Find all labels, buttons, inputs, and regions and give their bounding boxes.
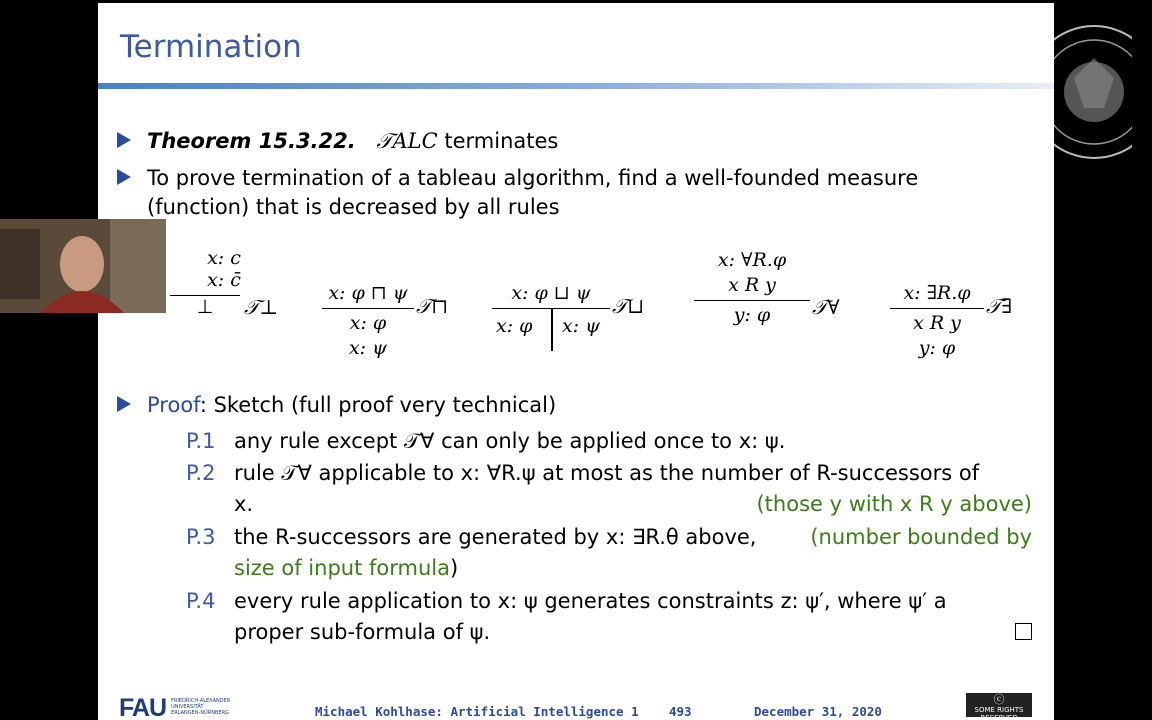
rule-premise: x: c̄ [207,269,241,291]
rule-name: 𝒯∃ [986,294,1013,318]
slide [98,3,1054,720]
rule-conclusion: x R y [913,312,961,334]
rule-premise: x: ∃R.φ [903,282,971,304]
qed-box-icon [1015,623,1032,640]
step-number: P.2 [186,461,216,485]
step-text-cont: proper sub-formula of ψ. [234,620,491,644]
rule-premise: x: φ ⊔ ψ [511,282,591,304]
step-number: P.1 [186,429,216,453]
theorem-label: Theorem 15.3.22. [147,129,356,153]
step-note: (number bounded by [810,525,1032,549]
step-number: P.3 [186,525,216,549]
fau-logo-text: FAU [119,694,166,720]
presenter-figure-icon [0,219,166,313]
rule-premise: x: c [207,247,241,269]
step-note-cont: size of input formula [234,556,450,580]
rule-name: 𝒯⊓ [416,294,449,318]
rule-conclusion: ⊥ [196,296,214,318]
proof-step-1 [186,426,1036,457]
rule-conclusion: x: ψ [348,337,388,359]
rule-premise: x: φ ⊓ ψ [328,282,408,304]
webcam-video [0,219,166,313]
proof-label: Proof [147,393,200,417]
fau-logo-subtext: FRIEDRICH-ALEXANDER UNIVERSITÄT ERLANGEN-NÜRNBERG [171,698,231,716]
university-seal-icon [1054,18,1132,166]
rule-conclusion: y: φ [918,337,956,359]
theorem-rest: terminates [444,129,559,153]
prove-line-1: To prove termination of a tableau algorithm, find a well-founded measure [147,166,919,190]
proof-rest: : Sketch (full proof very technical) [199,393,557,417]
rule-line [322,308,414,309]
branch-divider [551,309,553,351]
proof-step-4 [186,586,1036,648]
rule-conclusion: x: φ [349,312,387,334]
rule-line [890,308,984,309]
rule-premise: x: ∀R.φ [717,249,787,271]
rule-conclusion-left: x: φ [496,315,533,337]
footer-date: December 31, 2020 [754,704,882,719]
rule-line [694,300,810,301]
rule-or [492,282,645,349]
step-text: every rule application to x: ψ generates constraints z: ψ′, where ψ′ a [234,589,947,613]
rule-forall [694,249,844,326]
proof-step-2 [186,458,1036,520]
rule-exists [890,282,1030,359]
step-close-paren: ) [449,556,459,580]
rule-name: 𝒯⊔ [612,294,645,318]
step-number: P.4 [186,589,216,613]
rule-conclusion: y: φ [733,304,771,326]
rule-conclusion-right: x: ψ [562,315,601,337]
step-text: rule 𝒯∀ applicable to x: ∀R.ψ at most as the number of R-successors of [234,461,980,485]
footer [98,689,1054,720]
rule-and [322,282,452,359]
step-note: (those y with x R y above) [756,492,1032,516]
bullet-triangle-icon [117,132,131,148]
rule-premise: x R y [728,274,776,296]
footer-page-number: 493 [669,704,692,719]
rule-name: 𝒯⊥ [244,295,279,319]
theorem-calculus: 𝒯ALC [376,129,438,153]
bullet-triangle-icon [117,169,131,185]
prove-line-2: (function) that is decreased by all rules [147,195,560,219]
proof-step-3 [186,522,1036,584]
theorem-bullet [147,127,558,156]
license-text: SOME RIGHTS RESERVED [974,706,1024,720]
prove-bullet [147,164,1027,222]
step-text: the R-successors are generated by x: ∃R.θ above, [234,525,757,549]
rule-clash [170,247,279,319]
title-underline [98,83,1054,89]
rule-name: 𝒯∀ [812,295,840,319]
footer-author: Michael Kohlhase: Artificial Intelligence 1 [315,704,639,719]
slide-title: Termination [120,29,302,65]
step-text: any rule except 𝒯∀ can only be applied once to x: ψ. [234,429,786,453]
fau-logo [119,694,233,720]
proof-bullet [147,391,556,420]
step-text-cont: x. [234,492,254,516]
bullet-triangle-icon [117,396,131,412]
cc-license-icon: ⓒ SOME RIGHTS RESERVED [966,693,1032,717]
